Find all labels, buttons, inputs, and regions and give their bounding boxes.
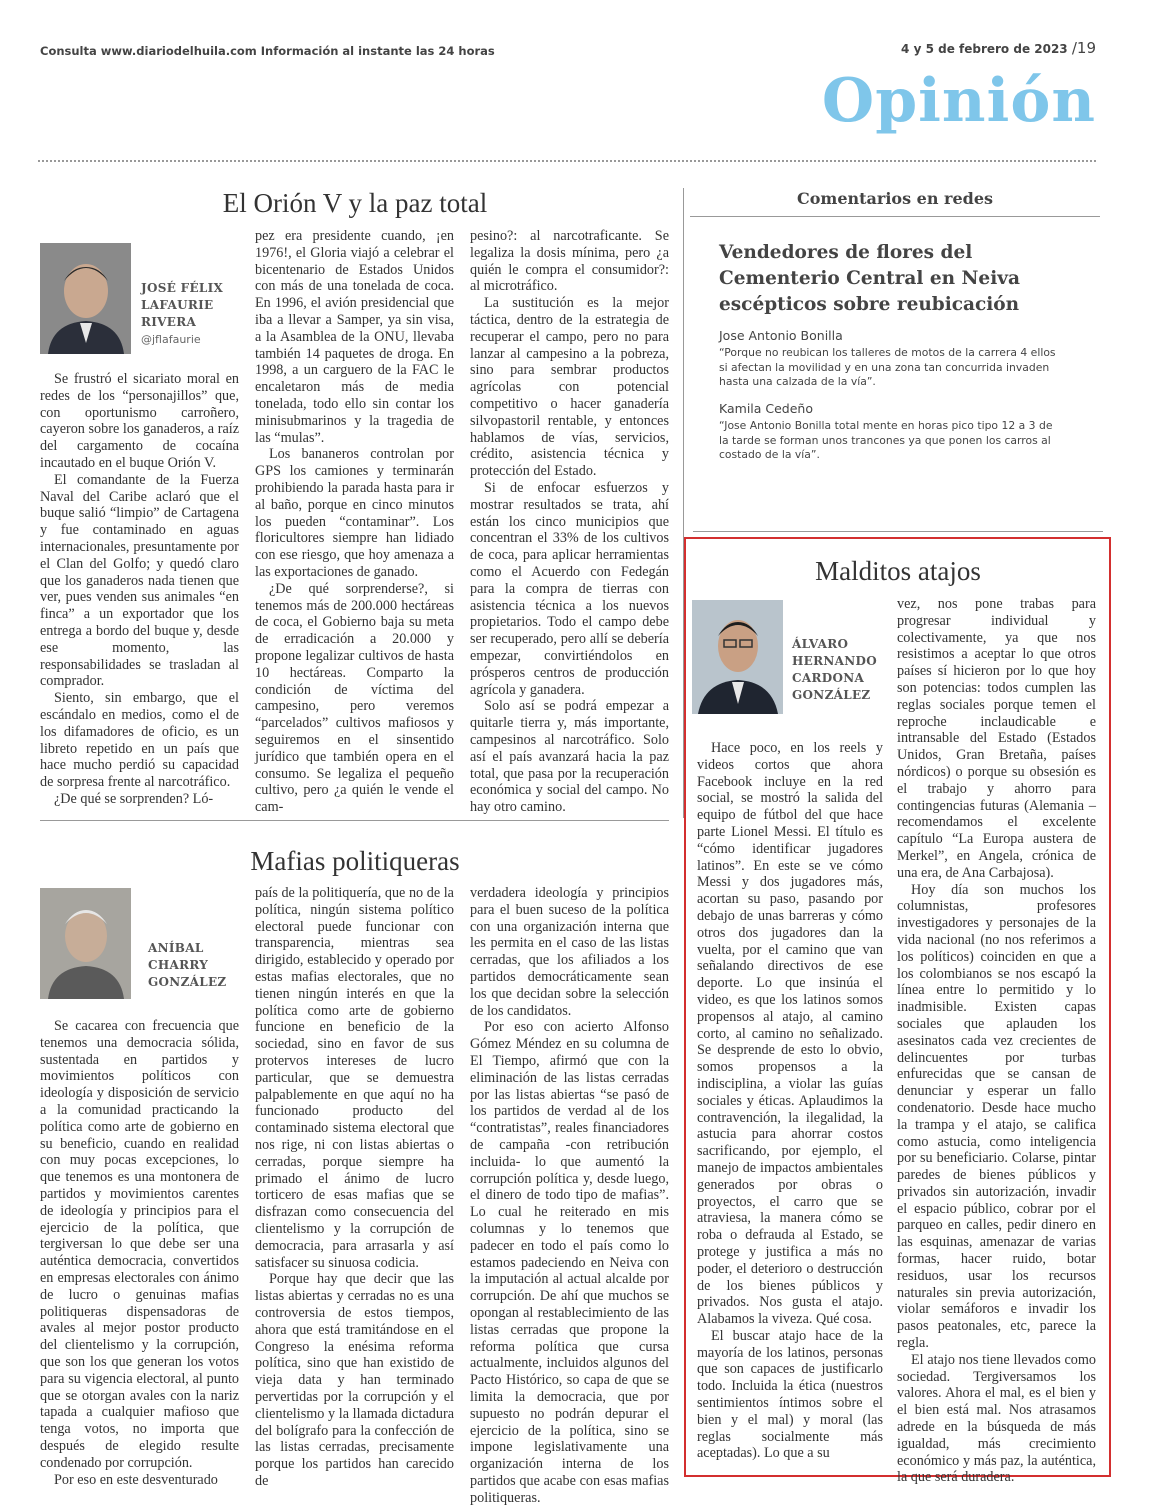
article3-column-1 — [697, 740, 883, 1470]
paragraph: Por eso con acierto Alfonso Gómez Méndez en su columna de El Tiempo, afirmó que con la eliminación de las listas cerradas por las listas abiertas “se pasó de los partidos de verdad al de los “contratistas”, reales financiadores de campaña -con retribución incluida- lo que aumentó la corrupción política y, desde luego, el dinero de todo tipo de mafias”. Lo cual he reiterado en mis columnas y lo tenemos que padecer en todo el país como lo estamos padeciendo en Neiva con la imputación al actual alcalde por corrupción. De ahí que muchos se opongan al restablecimiento de las listas cerradas que propone la reforma política que cursa actualmente, incluidos algunos del Pacto Histórico, so capa de que se limita la democracia, que por supuesto no podrán depurar el ejercicio de la política, sino se impone legislativamente una organización interna de los partidos que acabe con esas mafias politiqueras. — [470, 1019, 669, 1506]
article1-author: JOSÉ FÉLIX LAFAURIE RIVERA — [141, 281, 224, 329]
article3-author: ÁLVARO HERNANDO CARDONA GONZÁLEZ — [792, 637, 877, 702]
site-topline: Consulta www.diariodelhuila.com Información al instante las 24 horas — [40, 44, 495, 58]
comment-author: Jose Antonio Bonilla — [719, 328, 843, 343]
section-title: Opinión — [821, 66, 1096, 136]
paragraph: ¿De qué sorprenderse?, si tenemos más de 200.000 hectáreas de coca, el Gobierno baja su meta de erradicación a 20.000 y propone legalizar cultivos de hasta 10 hectáreas. Comparto la condición de víctima del campesino, pero veremos “parcelados” cultivos mafiosos y seguiremos en el sinsentido jurídico que también opera en el consumo. Se legaliza el pequeño cultivo, pero ¿a quién le vende el cam- — [255, 580, 454, 816]
author-photo-cardona — [692, 600, 783, 714]
article2-title: Mafias politiqueras — [250, 846, 460, 876]
paragraph: Porque hay que decir que las listas abiertas y cerradas no es una controversia de estos tiempos, ahora que está tramitándose en el Congreso la enésima reforma política, sino que han existido de vieja data y han terminado pervertidas por la corrupción y el clientelismo y la llamada dictadura del bolígrafo para la confección de las listas cerradas, precisamente porque los partidos han carecido de — [255, 1271, 454, 1489]
comment-author: Kamila Cedeño — [719, 401, 814, 416]
article2-column-2 — [255, 885, 454, 1489]
author-photo-charry — [40, 888, 131, 999]
issue-date — [901, 39, 1096, 57]
article2-column-3 — [470, 885, 669, 1506]
paragraph: Solo así se podrá empezar a quitarle tierra y, más importante, campesinos al narcotráfico. Solo así el país avanzará hacia la paz total, que pasa por la recuperación económica y social del campo. No hay otro camino. — [470, 698, 669, 816]
article1-column-1 — [40, 371, 239, 807]
paragraph: pesino?: al narcotraficante. Se legaliza la dosis mínima, pero ¿a quién le compra el consumidor?: al microtráfico. — [470, 228, 669, 295]
paragraph: La sustitución es la mejor táctica, dentro de la estrategia de recuperar el campo, pero no para lanzar al campesino a la pobreza, sino para sembrar productos agrícolas con potencial competitivo o hacer ganadería silvopastoril rentable, y entonces hablamos de vías, servicios, crédito, asistencia técnica y protección del Estado. — [470, 295, 669, 480]
article1-title: El Orión V y la paz total — [222, 188, 488, 218]
article2-author: ANÍBAL CHARRY GONZÁLEZ — [148, 941, 227, 989]
paragraph: Se cacarea con frecuencia que tenemos una democracia sólida, sustentada en partidos y movimientos políticos con ideología y disposición de servicio a la comunidad practicando la política como arte de gobierno en su beneficio, cuando en realidad con muy pocas excepciones, lo que tenemos es una montonera de partidos y movimientos carentes de ideología y principios para el ejercicio de la política, que tergiversan lo que debe ser una auténtica democracia, convertidos en empresas electorales con ánimo de lucro o genuinas mafias politiqueras dispensadoras de avales al mejor postor producto del clientelismo y la corrupción, que son los que generan los votos para su vigencia electoral, al punto que se otorgan avales con la nariz tapada a cualquier mafioso que tenga votos, no importa que después de elegido resulte condenado por corrupción. — [40, 1018, 239, 1471]
comments-bottom-divider — [693, 531, 1103, 532]
article2-column-1 — [40, 1018, 239, 1488]
paragraph: Hace poco, en los reels y videos cortos que ahora Facebook incluye en la red social, se mostró la salida del equipo de fútbol del que hace parte Lionel Messi. El título es “cómo identificar jugadores latinos”. En este se ve cómo Messi y dos jugadores más, acortan su paso, pasando por debajo de unas barreras y cómo otros dos jugadores dan la vuelta, por el camino que van señalando directivos de ese deporte. Lo que insinúa el video, es que los latinos somos propensos al atajo, al camino corto, al camino no señalizado. Se desprende de esto lo obvio, somos propensos a la indisciplina, a violar las guías sociales y éticas. Aplaudimos la contravención, la ilegalidad, la astucia para ahorrar costos sacrificando, por ejemplo, el manejo de impactos ambientales generados por obras o proyectos, el carro que se atraviesa, la manera cómo se roba o defrauda al Estado, se protege y justifica a más no poder, el deterioro o destrucción de los bienes públicos y privados. Nos gusta el atajo. Alabamos la viveza. Qué cosa. — [697, 740, 883, 1328]
paragraph: vez, nos pone trabas para progresar individual y colectivamente, ya que nos resistimos a aceptar lo que otros países sí hicieron por lo que hoy son potencias: todos cumplen las reglas sociales porque temen el reproche inclaudicable e intransable del Estado (Estados Unidos, Gran Bretaña, países nórdicos) o porque su obsesión es el trabajo y ahorro para contingencias futuras (Alemania – recomendamos el excelente capítulo “La Europa austera de Merkel”, en Angela, crónica de una era, de Ana Carbajosa). — [897, 596, 1096, 881]
comments-title: Comentarios en redes — [796, 189, 994, 208]
paragraph: ¿De qué se sorprenden? Ló- — [54, 790, 214, 807]
paragraph: Por eso en este desventurado — [54, 1471, 218, 1488]
paragraph: Hoy día son muchos los columnistas, profesores investigadores y personajes de la vida nacional (no nos referimos a los políticos) coinciden en que a los colombianos se nos escapó la línea entre lo permitido y lo inadmisible. Existen capas sociales que aplauden los asesinatos cada vez crecientes de delincuentes por turbas enfurecidas que se cansan de denunciar y esperar un fallo condenatorio. Desde hace mucho la trampa y el atajo, se califica como astucia, como inteligencia por su beneficiario. Colarse, pintar paredes de bienes públicos y privados sin autorización, invadir el espacio público, cobrar por el parqueo en calles, pedir dinero en las esquinas, amenazar de varias formas, hacer ruido, botar residuos, usar los recursos naturales sin previa autorización, violar semáforos e invadir los pasos peatonales, etc, parece la regla. — [897, 881, 1096, 1352]
comment-text: “Porque no reubican los talleres de motos de la carrera 4 ellos si afectan la movilidad y en una zona tan concurrida invaden hasta una calzada de la vía”. — [719, 346, 1056, 388]
article1-handle: @jflafaurie — [141, 333, 201, 346]
paragraph: Si de enfocar esfuerzos y mostrar resultados se trata, ahí están los cinco municipios que concentran el 33% de los cultivos de coca, para aplicar herramientas como el Acuerdo con Fedegán para la compra de tierras con asistencia técnica a los nuevos propietarios. Todo el campo debe ser recuperado, pero allí se debería empezar, convirtiéndolos en prósperos centros de producción agrícola y ganadera. — [470, 479, 669, 698]
comments-divider — [690, 216, 1100, 217]
date-text: 4 y 5 de febrero de 2023 — [901, 42, 1068, 56]
paragraph: país de la politiquería, que no de la política, ningún sistema político electoral puede funcionar con transparencia, mientras sea dirigido, establecido y operado por estas mafias electorales, que no tienen ningún interés en que la política como arte de gobierno funcione en beneficio de la sociedad, sino en favor de sus protervos intereses de lucro particular, que se demuestra palpablemente en que aquí no ha funcionado producto del contaminado sistema electoral que nos rige, ni con listas abiertas o cerradas, porque siempre ha primado el ánimo de lucro torticero de esas mafias que se disfrazan como consecuencia del clientelismo y la corrupción de democracia, para arrasarla y así satisfacer su sinuosa codicia. — [255, 885, 454, 1271]
article1-column-2 — [255, 228, 454, 816]
paragraph: El comandante de la Fuerza Naval del Caribe aclaró que el buque salió “limpio” de Cartagena y fue contaminado en aguas internacionales, presuntamente por el Clan del Golfo; y quedó claro que los ganaderos nada tienen que ver, pues venden sus animales “en finca” a un exportador que los entrega a bordo del buque y, desde ese momento, las responsabilidades se trasladan al comprador. — [40, 471, 239, 690]
page-number: /19 — [1071, 39, 1096, 57]
header-divider — [38, 160, 1096, 162]
paragraph: Los bananeros controlan por GPS los camiones y terminarán prohibiendo la parada hasta para ir al baño, porque en cinco minutos los pueden “contaminar”. Los floricultores siempre han lidiado con ese riesgo, que hoy amenaza a las exportaciones de ganado. — [255, 446, 454, 580]
comments-headline: Vendedores de flores del Cementerio Central en Neiva escépticos sobre reubicación — [719, 242, 1020, 315]
paragraph: pez era presidente cuando, ¡en 1976!, el Gloria viajó a celebrar el bicentenario de Estados Unidos con más de una tonelada de coca. En 1996, el avión presidencial que iba a llevar a Samper, ya sin visa, a la Asamblea de la ONU, llevaba también 14 paquetes de droga. En 1998, a un carguero de la FAC le encaletaron más de media tonelada, todo ello sin contar los minisubmarinos y la tragedia de las “mulas”. — [255, 228, 454, 446]
paragraph: verdadera ideología y principios para el buen suceso de la política con una organización interna que les permita en el caso de las listas cerradas, que los afiliados a los partidos democráticamente sean los que decidan sobre la selección de los candidatos. — [470, 885, 669, 1019]
article3-title: Malditos atajos — [815, 556, 981, 586]
article-divider — [40, 820, 669, 821]
article3-column-2 — [897, 596, 1096, 1486]
comment-text: “Jose Antonio Bonilla total mente en horas pico tipo 12 a 3 de la tarde se forman unos trancones ya que ponen los carros al costado de la vía”. — [719, 419, 1053, 461]
author-photo-lafaurie — [40, 243, 131, 354]
article1-column-3 — [470, 228, 669, 816]
paragraph: El buscar atajo hace de la mayoría de los latinos, personas que son capaces de justificarlo todo. Incluida la ética (nuestros sentimientos íntimos sobre el bien y el mal) y moral (las reglas socialmente más aceptadas). Lo que a su — [697, 1327, 883, 1462]
paragraph: Se frustró el sicariato moral en redes de los “personajillos” que, con oportunismo carroñero, cayeron sobre los ganaderos, a raíz del cargamento de cocaína incautado en el buque Orión V. — [40, 371, 239, 471]
paragraph: Siento, sin embargo, que el escándalo en medios, como el de los difamadores de oficio, es un libreto repetido en un país que hace mucho perdió su capacidad de sorpresa frente al narcotráfico. — [40, 690, 239, 791]
paragraph: El atajo nos tiene llevados como sociedad. Tergiversamos los valores. Ahora el mal, es el bien y el bien está mal. Nos atrasamos adrede en la búsqueda de más igualdad, más crecimiento económico y más paz, la auténtica, la que será duradera. — [897, 1351, 1096, 1486]
